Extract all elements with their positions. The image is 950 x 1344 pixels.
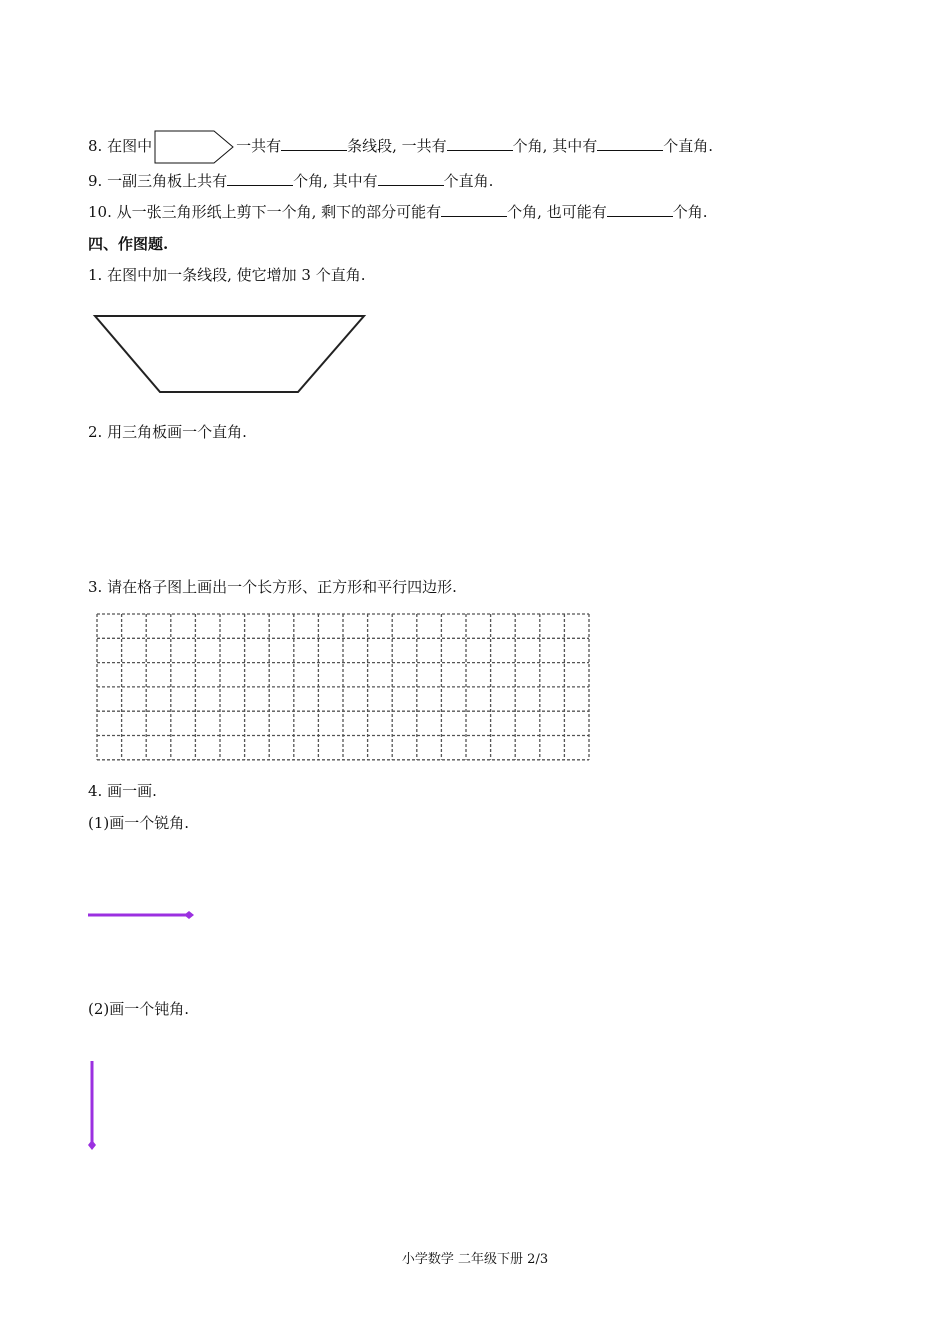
q10-blank-2[interactable] bbox=[607, 202, 673, 217]
trapezoid-figure bbox=[90, 308, 370, 398]
vertical-ray bbox=[84, 1058, 100, 1154]
q9-text-2: 个角, 其中有 bbox=[293, 172, 378, 190]
q9-blank-2[interactable] bbox=[378, 171, 444, 186]
drawing-question-3: 3. 请在格子图上画出一个长方形、正方形和平行四边形. bbox=[88, 578, 457, 596]
q10-text-2: 个角, 也可能有 bbox=[507, 203, 607, 221]
q8-blank-1[interactable] bbox=[281, 136, 347, 151]
pentagon-figure bbox=[154, 130, 234, 164]
q8-blank-2[interactable] bbox=[447, 136, 513, 151]
q10-text-1: 10. 从一张三角形纸上剪下一个角, 剩下的部分可能有 bbox=[88, 203, 442, 221]
subquestion-obtuse: (2)画一个钝角. bbox=[88, 1000, 190, 1018]
q8-text-3: 条线段, 一共有 bbox=[347, 137, 447, 155]
drawing-question-4: 4. 画一画. bbox=[88, 782, 157, 800]
q8-blank-3[interactable] bbox=[597, 136, 663, 151]
subquestion-acute: (1)画一个锐角. bbox=[88, 814, 190, 832]
q10-text-3: 个角. bbox=[672, 203, 708, 221]
q8-text-1: 8. 在图中 bbox=[88, 137, 153, 155]
page-footer: 小学数学 二年级下册 2/3 bbox=[401, 1252, 549, 1267]
q8-text-2: 一共有 bbox=[236, 137, 282, 155]
section-title: 四、作图题. bbox=[88, 235, 169, 253]
q9-text-1: 9. 一副三角板上共有 bbox=[88, 172, 228, 190]
q9-text-3: 个直角. bbox=[443, 172, 494, 190]
question-9 bbox=[88, 171, 493, 191]
question-10 bbox=[88, 202, 708, 222]
q8-text-5: 个直角. bbox=[663, 137, 713, 155]
q9-blank-1[interactable] bbox=[227, 171, 293, 186]
horizontal-ray bbox=[86, 907, 196, 923]
question-8 bbox=[88, 130, 713, 164]
q8-text-4: 个角, 其中有 bbox=[512, 137, 598, 155]
q10-blank-1[interactable] bbox=[441, 202, 507, 217]
dotted-grid[interactable] bbox=[95, 611, 595, 761]
drawing-question-2: 2. 用三角板画一个直角. bbox=[88, 423, 247, 441]
drawing-question-1: 1. 在图中加一条线段, 使它增加 3 个直角. bbox=[88, 266, 366, 284]
